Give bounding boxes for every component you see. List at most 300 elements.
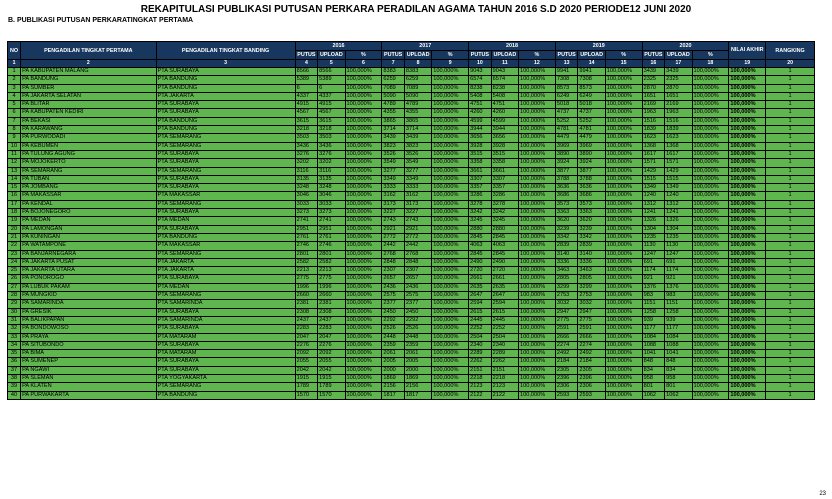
table-cell: PTA SEMARANG xyxy=(156,383,295,391)
table-cell: 1 xyxy=(766,167,815,175)
table-cell: 100,000% xyxy=(432,225,469,233)
table-cell: 2743 xyxy=(404,217,431,225)
table-cell: PA MOJOKERTO xyxy=(21,159,156,167)
table-cell: 1258 xyxy=(642,308,665,316)
table-cell: 2 xyxy=(8,76,21,84)
table-cell: PTA BANDUNG xyxy=(156,126,295,134)
table-cell: PTA SEMARANG xyxy=(156,134,295,142)
table-cell: 7308 xyxy=(578,76,605,84)
table-cell: 801 xyxy=(665,383,692,391)
table-cell: 2594 xyxy=(469,300,492,308)
table-cell: 100,000% xyxy=(432,391,469,399)
table-cell: 100,000% xyxy=(519,225,556,233)
table-cell: 2741 xyxy=(295,217,318,225)
table-cell: PTA MAKASSAR xyxy=(156,242,295,250)
table-cell: 3944 xyxy=(469,126,492,134)
table-cell: PA SITUBONDO xyxy=(21,341,156,349)
table-cell: 34 xyxy=(8,341,21,349)
table-cell: 2839 xyxy=(578,242,605,250)
table-cell: 100,000% xyxy=(345,391,382,399)
table-cell: PA LAMONGAN xyxy=(21,225,156,233)
table-cell: 100,000% xyxy=(605,267,642,275)
table-cell: 2660 xyxy=(318,292,345,300)
table-row xyxy=(8,92,815,100)
table-cell: 2661 xyxy=(469,275,492,283)
table-cell: PA SUMENEP xyxy=(21,358,156,366)
table-cell: 100,000% xyxy=(729,242,766,250)
table-cell: 100,000% xyxy=(345,233,382,241)
table-cell: 1429 xyxy=(665,167,692,175)
table-cell: 1789 xyxy=(295,383,318,391)
table-cell: 2743 xyxy=(382,217,405,225)
table-cell: PTA SEMARANG xyxy=(156,167,295,175)
table-cell: 36 xyxy=(8,358,21,366)
table-cell: 2381 xyxy=(318,300,345,308)
table-row xyxy=(8,374,815,382)
table-cell: 100,000% xyxy=(345,267,382,275)
table-cell: 4789 xyxy=(404,101,431,109)
table-cell: 2880 xyxy=(491,225,518,233)
table-cell: 1349 xyxy=(642,184,665,192)
table-cell: 100,000% xyxy=(605,92,642,100)
table-cell: 1 xyxy=(766,175,815,183)
table-cell: 2775 xyxy=(555,316,578,324)
table-cell: 100,000% xyxy=(432,184,469,192)
table-cell: 100,000% xyxy=(345,175,382,183)
table-cell: 4915 xyxy=(318,101,345,109)
table-cell: 1571 xyxy=(642,159,665,167)
table-cell: 100,000% xyxy=(605,126,642,134)
table-cell: 2213 xyxy=(318,267,345,275)
table-cell: 100,000% xyxy=(729,358,766,366)
header-year: 2018 xyxy=(469,42,556,51)
table-cell: 3944 xyxy=(491,126,518,134)
col-number: 6 xyxy=(345,60,382,68)
table-cell: 100,000% xyxy=(605,192,642,200)
col-number: 14 xyxy=(578,60,605,68)
table-cell: PA KUNINGAN xyxy=(21,233,156,241)
table-cell: 2169 xyxy=(642,101,665,109)
table-cell: 2276 xyxy=(318,341,345,349)
table-cell: 2951 xyxy=(295,225,318,233)
table-cell: 2492 xyxy=(555,350,578,358)
table-cell: 100,000% xyxy=(605,242,642,250)
table-cell: 3877 xyxy=(578,167,605,175)
table-cell: 1 xyxy=(766,68,815,76)
table-cell: 100,000% xyxy=(519,350,556,358)
table-cell: 9043 xyxy=(469,68,492,76)
table-cell: 100,000% xyxy=(345,150,382,158)
table-cell: 100,000% xyxy=(729,101,766,109)
section-subtitle: B. PUBLIKASI PUTUSAN PERKARATINGKAT PERTAMA xyxy=(8,17,194,24)
table-cell: 100,000% xyxy=(345,159,382,167)
table-cell: 100,000% xyxy=(432,366,469,374)
table-cell: PA BANJARNEGARA xyxy=(21,250,156,258)
table-cell: 3686 xyxy=(555,192,578,200)
table-cell: 2591 xyxy=(578,325,605,333)
table-row xyxy=(8,316,815,324)
table-cell: 1516 xyxy=(665,117,692,125)
table-cell: 100,000% xyxy=(729,184,766,192)
table-cell: 983 xyxy=(642,292,665,300)
table-cell: 1174 xyxy=(642,267,665,275)
table-cell: 100,000% xyxy=(692,92,729,100)
table-cell: 100,000% xyxy=(605,341,642,349)
table-cell: 4063 xyxy=(469,242,492,250)
table-cell: 100,000% xyxy=(519,101,556,109)
table-cell: 3342 xyxy=(578,233,605,241)
table-cell: PTA MATARAM xyxy=(156,350,295,358)
table-cell: 2490 xyxy=(491,258,518,266)
table-cell: 3515 xyxy=(491,150,518,158)
table-cell: 2445 xyxy=(491,316,518,324)
table-cell: 100,000% xyxy=(519,175,556,183)
table-cell: 2582 xyxy=(295,258,318,266)
table-cell: 2801 xyxy=(295,250,318,258)
table-cell: 2252 xyxy=(491,325,518,333)
table-cell: 1376 xyxy=(642,283,665,291)
table-cell: 2805 xyxy=(578,275,605,283)
table-cell: 4337 xyxy=(318,92,345,100)
table-cell: 1 xyxy=(766,383,815,391)
table-cell: 100,000% xyxy=(605,366,642,374)
table-cell: 3033 xyxy=(295,200,318,208)
table-cell: 2845 xyxy=(469,250,492,258)
table-cell: 1839 xyxy=(642,126,665,134)
table-cell: 2805 xyxy=(555,275,578,283)
table-cell: 100,000% xyxy=(605,142,642,150)
table-cell: 1996 xyxy=(295,283,318,291)
table-cell: 100,000% xyxy=(729,117,766,125)
table-cell: 100,000% xyxy=(432,250,469,258)
table-cell: 3342 xyxy=(555,233,578,241)
table-cell: 100,000% xyxy=(729,341,766,349)
table-cell: 100,000% xyxy=(605,275,642,283)
table-cell: 3218 xyxy=(295,126,318,134)
table-cell: 100,000% xyxy=(729,84,766,92)
table-cell: 2615 xyxy=(491,308,518,316)
table-cell: 2647 xyxy=(491,292,518,300)
table-cell: 1151 xyxy=(642,300,665,308)
table-cell: 4355 xyxy=(404,109,431,117)
table-cell: 100,000% xyxy=(519,167,556,175)
table-cell: 100,000% xyxy=(432,242,469,250)
table-cell: 2761 xyxy=(318,233,345,241)
table-cell: 100,000% xyxy=(692,267,729,275)
table-cell: 100,000% xyxy=(432,325,469,333)
table-cell: 100,000% xyxy=(692,308,729,316)
table-row xyxy=(8,233,815,241)
table-cell: 848 xyxy=(642,358,665,366)
table-cell: 4737 xyxy=(578,109,605,117)
col-number: 9 xyxy=(432,60,469,68)
table-cell: 3162 xyxy=(382,192,405,200)
table-cell: 3277 xyxy=(382,167,405,175)
table-cell: 3242 xyxy=(491,209,518,217)
table-cell: 100,000% xyxy=(519,391,556,399)
table-row xyxy=(8,225,815,233)
table-cell: 2839 xyxy=(555,242,578,250)
table-cell: 100,000% xyxy=(432,316,469,324)
table-cell: 8566 xyxy=(295,68,318,76)
table-cell: 1326 xyxy=(665,217,692,225)
table-cell: PTA SEMARANG xyxy=(156,250,295,258)
header-upload: UPLOAD xyxy=(665,51,692,60)
table-cell: PTA SURABAYA xyxy=(156,209,295,217)
table-cell: 1 xyxy=(766,250,815,258)
table-cell: PTA SURABAYA xyxy=(156,150,295,158)
table-cell: 1 xyxy=(766,225,815,233)
table-cell: 4567 xyxy=(295,109,318,117)
header-putus: PUTUS xyxy=(469,51,492,60)
table-cell: 100,000% xyxy=(432,233,469,241)
table-cell: 4 xyxy=(8,92,21,100)
table-cell: 100,000% xyxy=(519,159,556,167)
header-pct: % xyxy=(692,51,729,60)
table-cell: PA PURWAKARTA xyxy=(21,391,156,399)
table-cell: 2289 xyxy=(491,350,518,358)
table-cell: 3307 xyxy=(469,175,492,183)
table-cell: 8383 xyxy=(382,68,405,76)
table-cell: 3245 xyxy=(491,217,518,225)
table-cell: 100,000% xyxy=(692,167,729,175)
table-cell: 2005 xyxy=(404,358,431,366)
header-putus: PUTUS xyxy=(555,51,578,60)
table-cell: 2213 xyxy=(295,267,318,275)
table-cell: 100,000% xyxy=(345,308,382,316)
table-cell: 22 xyxy=(8,242,21,250)
table-cell: 100,000% xyxy=(519,250,556,258)
table-cell: 3245 xyxy=(469,217,492,225)
table-row xyxy=(8,217,815,225)
table-cell: 24 xyxy=(8,258,21,266)
table-cell: 3503 xyxy=(318,134,345,142)
table-cell: 2308 xyxy=(318,308,345,316)
table-cell: 2526 xyxy=(382,325,405,333)
table-cell: 2657 xyxy=(404,275,431,283)
table-cell: 1 xyxy=(766,300,815,308)
table-cell: 2661 xyxy=(491,275,518,283)
table-cell: 100,000% xyxy=(692,109,729,117)
table-cell: 1817 xyxy=(404,391,431,399)
table-cell: 2921 xyxy=(404,225,431,233)
table-cell: 100,000% xyxy=(432,308,469,316)
table-cell: 691 xyxy=(642,258,665,266)
table-cell: 3299 xyxy=(555,283,578,291)
table-cell: 100,000% xyxy=(345,358,382,366)
table-cell: 2801 xyxy=(318,250,345,258)
table-cell: 9 xyxy=(8,134,21,142)
table-row xyxy=(8,366,815,374)
table-cell: 3363 xyxy=(555,209,578,217)
table-cell: 100,000% xyxy=(692,134,729,142)
table-cell: 5408 xyxy=(469,92,492,100)
table-cell: 100,000% xyxy=(692,192,729,200)
table-row xyxy=(8,117,815,125)
table-cell: 100,000% xyxy=(345,383,382,391)
table-cell: 100,000% xyxy=(692,117,729,125)
table-cell: 5252 xyxy=(578,117,605,125)
table-cell: 8383 xyxy=(404,68,431,76)
table-cell: 2845 xyxy=(491,250,518,258)
table-cell: 1996 xyxy=(318,283,345,291)
table-cell: 100,000% xyxy=(432,283,469,291)
table-cell: PA SAMARINDA xyxy=(21,300,156,308)
table-cell: 6249 xyxy=(555,92,578,100)
table-cell: 100,000% xyxy=(519,84,556,92)
table-body xyxy=(8,68,815,400)
table-cell: 3636 xyxy=(555,184,578,192)
table-row xyxy=(8,341,815,349)
table-cell: 3033 xyxy=(318,200,345,208)
table-cell: 100,000% xyxy=(432,341,469,349)
table-cell: 100,000% xyxy=(729,250,766,258)
table-cell: 1304 xyxy=(642,225,665,233)
table-cell: 100,000% xyxy=(519,325,556,333)
table-cell: PA LUBUK PAKAM xyxy=(21,283,156,291)
table-cell: 3656 xyxy=(491,134,518,142)
header-upload: UPLOAD xyxy=(404,51,431,60)
table-cell: 100,000% xyxy=(605,117,642,125)
table-cell: 3357 xyxy=(491,184,518,192)
table-cell: 2448 xyxy=(404,333,431,341)
table-cell: PTA SURABAYA xyxy=(156,225,295,233)
table-cell: PTA SURABAYA xyxy=(156,325,295,333)
table-cell: 100,000% xyxy=(729,126,766,134)
table-cell: 1 xyxy=(766,184,815,192)
table-cell: 2947 xyxy=(578,308,605,316)
table-cell: 100,000% xyxy=(692,358,729,366)
header-pengadilan-pertama: PENGADILAN TINGKAT PERTAMA xyxy=(21,42,156,60)
table-cell: 3615 xyxy=(295,117,318,125)
publication-table xyxy=(7,41,815,400)
table-cell: PTA BANDUNG xyxy=(156,84,295,92)
table-cell: 100,000% xyxy=(432,358,469,366)
table-cell: 30 xyxy=(8,308,21,316)
table-cell: 1304 xyxy=(665,225,692,233)
table-cell: 100,000% xyxy=(432,68,469,76)
table-cell: 2951 xyxy=(318,225,345,233)
table-cell: PA KEBUMEN xyxy=(21,142,156,150)
table-cell: 100,000% xyxy=(729,258,766,266)
table-cell: PA TUBAN xyxy=(21,175,156,183)
table-cell: 3358 xyxy=(491,159,518,167)
table-cell: PA BALIKPAPAN xyxy=(21,316,156,324)
header-year: 2020 xyxy=(642,42,729,51)
table-cell: PTA MAKASSAR xyxy=(156,192,295,200)
table-cell: 1 xyxy=(766,134,815,142)
table-cell: 1258 xyxy=(665,308,692,316)
table-cell: 14 xyxy=(8,175,21,183)
table-cell: 100,000% xyxy=(519,192,556,200)
table-cell: 1839 xyxy=(665,126,692,134)
table-cell: 100,000% xyxy=(432,134,469,142)
table-cell: 100,000% xyxy=(605,325,642,333)
table-cell: 2775 xyxy=(295,275,318,283)
table-cell: 1570 xyxy=(295,391,318,399)
table-cell: 5252 xyxy=(555,117,578,125)
table-cell: 2437 xyxy=(318,316,345,324)
table-cell: 3549 xyxy=(382,159,405,167)
table-cell: 2396 xyxy=(555,374,578,382)
table-cell: 3336 xyxy=(578,258,605,266)
table-row xyxy=(8,391,815,399)
table-row xyxy=(8,84,815,92)
table-cell: 100,000% xyxy=(345,283,382,291)
table-cell: 3890 xyxy=(555,150,578,158)
column-number-row xyxy=(8,60,815,68)
table-row xyxy=(8,68,815,76)
table-cell: PA BIMA xyxy=(21,350,156,358)
table-cell: 2450 xyxy=(404,308,431,316)
table-cell: 100,000% xyxy=(692,333,729,341)
table-cell: 1963 xyxy=(665,109,692,117)
table-cell: 2870 xyxy=(642,84,665,92)
table-cell: 100,000% xyxy=(432,76,469,84)
table-cell: 1915 xyxy=(295,374,318,382)
table-row xyxy=(8,292,815,300)
table-cell: 1235 xyxy=(665,233,692,241)
table-cell: 3299 xyxy=(578,283,605,291)
table-cell: 5090 xyxy=(404,92,431,100)
table-cell: 100,000% xyxy=(345,350,382,358)
table-cell: 100,000% xyxy=(692,184,729,192)
table-cell: 1817 xyxy=(382,391,405,399)
table-cell: 2359 xyxy=(382,341,405,349)
table-cell: 100,000% xyxy=(345,126,382,134)
table-cell: 100,000% xyxy=(692,383,729,391)
table-cell: 100,000% xyxy=(692,316,729,324)
table-cell: 100,000% xyxy=(692,300,729,308)
table-cell: PTA SURABAYA xyxy=(156,159,295,167)
table-cell: 3503 xyxy=(295,134,318,142)
table-cell: 23 xyxy=(8,250,21,258)
table-cell: 100,000% xyxy=(345,109,382,117)
table-row xyxy=(8,250,815,258)
table-cell: 3439 xyxy=(382,134,405,142)
table-cell: 3526 xyxy=(382,150,405,158)
table-cell: 3788 xyxy=(555,175,578,183)
table-cell: 100,000% xyxy=(605,333,642,341)
table-cell: 100,000% xyxy=(345,250,382,258)
table-cell: 2325 xyxy=(642,76,665,84)
table-cell: 2593 xyxy=(555,391,578,399)
table-row xyxy=(8,267,815,275)
table-cell: PTA SURABAYA xyxy=(156,68,295,76)
table-cell: PTA JAKARTA xyxy=(156,258,295,266)
table-cell: 100,000% xyxy=(432,333,469,341)
table-cell: 2292 xyxy=(404,316,431,324)
table-cell: 31 xyxy=(8,316,21,324)
table-cell: 2666 xyxy=(578,333,605,341)
table-cell: PTA MEDAN xyxy=(156,217,295,225)
table-cell: 1 xyxy=(766,374,815,382)
table-cell: 1 xyxy=(766,200,815,208)
table-cell: 5018 xyxy=(578,101,605,109)
table-cell: PA BONDOWOSO xyxy=(21,325,156,333)
table-cell: 3046 xyxy=(318,192,345,200)
table-cell: 100,000% xyxy=(519,200,556,208)
table-cell: 1177 xyxy=(642,325,665,333)
table-cell: 3788 xyxy=(578,175,605,183)
table-cell: 3924 xyxy=(555,159,578,167)
table-cell: 2396 xyxy=(578,374,605,382)
table-cell: 1651 xyxy=(642,92,665,100)
table-cell: 6259 xyxy=(404,76,431,84)
table-cell: 3573 xyxy=(578,200,605,208)
table-cell: 2504 xyxy=(469,333,492,341)
table-cell: 1326 xyxy=(642,217,665,225)
